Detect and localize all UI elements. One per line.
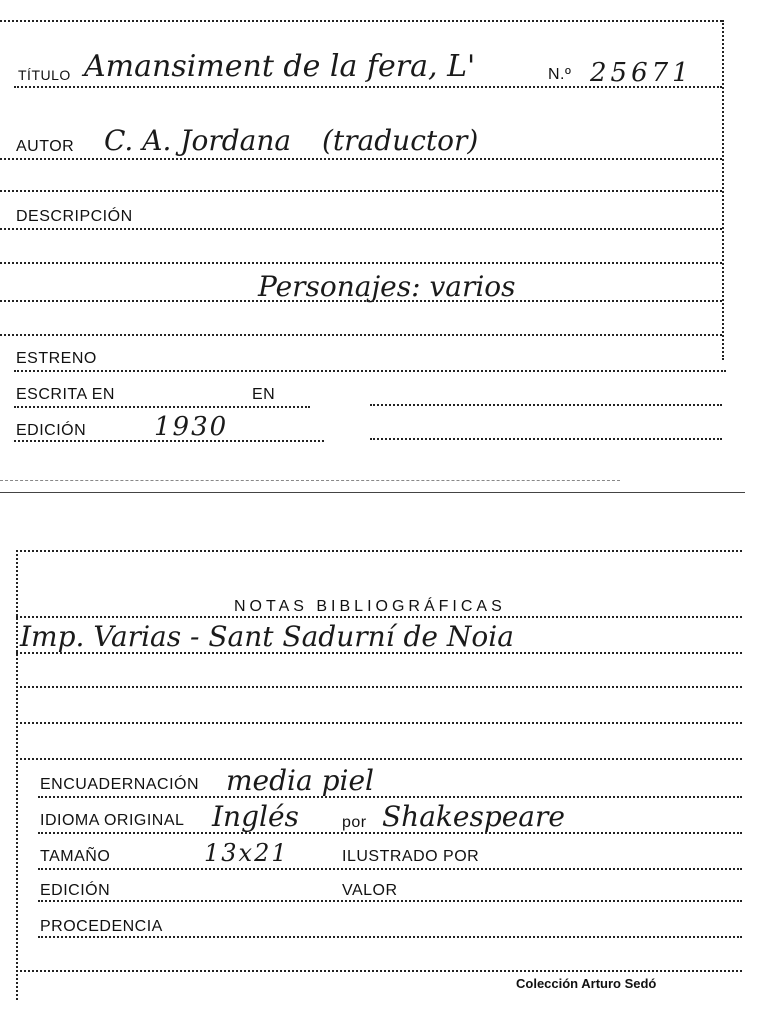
edicion-rule-right <box>370 438 722 440</box>
descripcion-rule <box>0 228 722 230</box>
procedencia-label: PROCEDENCIA <box>40 918 163 935</box>
notas-rule-3 <box>16 686 742 688</box>
notas-heading: NOTAS BIBLIOGRÁFICAS <box>234 598 506 615</box>
edicion2-label: EDICIÓN <box>40 882 111 899</box>
autor-label: AUTOR <box>16 138 75 155</box>
encuadernacion-rule <box>38 796 742 798</box>
notas-value: Imp. Varias - Sant Sadurní de Noia <box>20 620 514 653</box>
escrita-rule <box>14 406 310 408</box>
tamano-value: 13x21 <box>204 839 289 867</box>
card1-bottom-rule <box>0 480 620 481</box>
escrita-label: ESCRITA EN <box>16 386 115 403</box>
card1-top-rule <box>0 20 722 22</box>
tamano-rule <box>38 868 742 870</box>
edicion-rule <box>14 440 324 442</box>
blank-rule-4 <box>0 334 722 336</box>
ilustrado-label: ILUSTRADO POR <box>342 848 480 865</box>
collection-credit: Colección Arturo Sedó <box>516 976 657 991</box>
procedencia-rule <box>38 936 742 938</box>
catalog-card-back <box>0 540 759 1028</box>
idioma-value: Inglés <box>212 800 299 833</box>
descripcion-label: DESCRIPCIÓN <box>16 208 133 225</box>
catalog-card-front <box>0 0 759 490</box>
tamano-label: TAMAÑO <box>40 848 111 865</box>
card2-top-rule <box>16 550 742 552</box>
blank-rule-end-1 <box>16 970 742 972</box>
notas-rule-4 <box>16 722 742 724</box>
encuadernacion-value: media piel <box>226 764 374 797</box>
edicion-label: EDICIÓN <box>16 422 87 439</box>
idioma-label: IDIOMA ORIGINAL <box>40 812 185 829</box>
notas-rule-2 <box>16 652 742 654</box>
notas-rule-1 <box>16 616 742 618</box>
blank-rule-2 <box>0 262 722 264</box>
edicion2-rule <box>38 900 742 902</box>
titulo-value: Amansiment de la fera, L' <box>84 49 476 84</box>
autor-rule <box>0 158 722 160</box>
escrita-rule-right <box>370 404 722 406</box>
estreno-rule <box>14 370 726 372</box>
notas-rule-5 <box>16 758 742 760</box>
titulo-rule <box>14 86 722 88</box>
blank-rule-1 <box>0 190 722 192</box>
numero-label: N.º <box>548 66 572 83</box>
numero-value: 25671 <box>590 58 693 88</box>
por-label: por <box>342 814 367 831</box>
valor-label: VALOR <box>342 882 398 899</box>
blank-rule-3 <box>0 300 722 302</box>
card1-right-border <box>722 20 724 360</box>
estreno-label: ESTRENO <box>16 350 97 367</box>
card-separator <box>0 492 745 493</box>
descripcion-value: Personajes: varios <box>258 270 516 303</box>
autor-value: C. A. Jordana <box>104 124 292 157</box>
titulo-label: TÍTULO <box>18 67 71 83</box>
encuadernacion-label: ENCUADERNACIÓN <box>40 776 200 793</box>
por-value: Shakespeare <box>382 800 565 833</box>
autor-note: (traductor) <box>322 124 479 157</box>
idioma-rule <box>38 832 742 834</box>
en-label: EN <box>252 386 276 403</box>
edicion-value: 1930 <box>154 412 229 442</box>
